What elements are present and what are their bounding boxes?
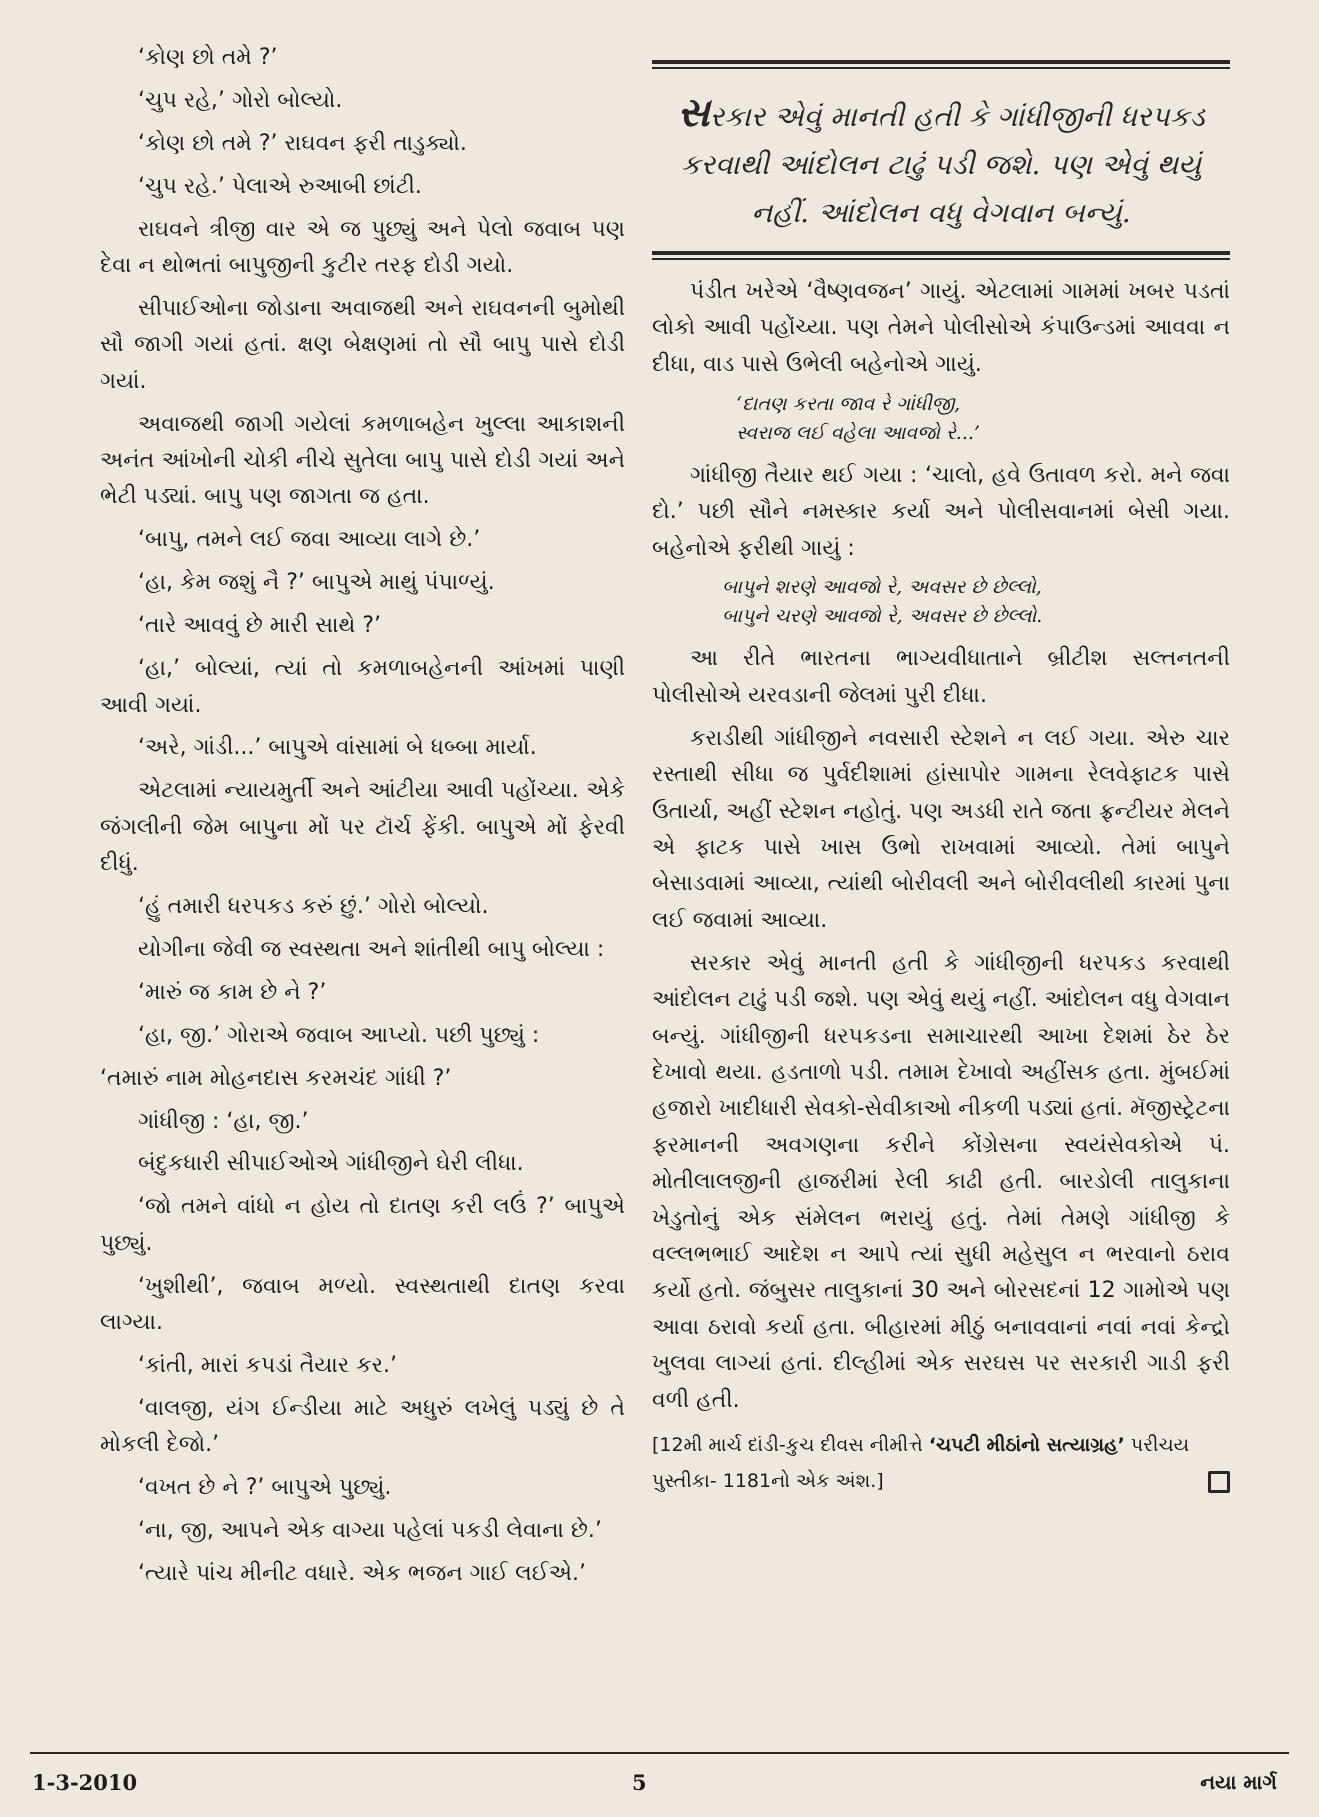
left-paragraph: ‘ના, જી, આપને એક વાગ્યા પહેલાં પકડી લેવાના છે.’: [138, 1518, 602, 1544]
pull-quote-text: [652, 69, 1230, 251]
left-paragraph: ‘ચુપ રહે,’ ગોરો બોલ્યો.: [138, 87, 343, 113]
left-paragraph: સીપાઈઓના જોડાના અવાજથી અને રાઘવનની બુમોથી સૌ જાગી ગયાં હતાં. ક્ષણ બેક્ષણમાં તો સૌ બાપુ પાસે દોડી ગયાં.: [100, 295, 625, 394]
left-paragraph: રાઘવને ત્રીજી વાર એ જ પુછ્યું અને પેલો જવાબ પણ દેવા ન થોભતાં બાપુજીની કુટીર તરફ દોડી ગયો.: [100, 216, 625, 279]
left-paragraph: ‘ત્યારે પાંચ મીનીટ વધારે. એક ભજન ગાઈ લઈએ.’: [138, 1561, 586, 1587]
left-paragraph: ‘વાલજી, યંગ ઈન્ડીયા માટે અધુરું લખેલું પડ્યું છે તે મોકલી દેજો.’: [100, 1395, 625, 1458]
left-paragraph: બંદુકધારી સીપાઈઓએ ગાંધીજીને ઘેરી લીધા.: [138, 1151, 524, 1177]
pull-quote-bottom-rule: [652, 251, 1230, 255]
footer-rule: [30, 1752, 1289, 1754]
song-verse-1-line-1: ‘દાતણ કરતા જાવ રે ગાંધીજી,: [736, 392, 961, 415]
left-paragraph: ‘હા,’ બોલ્યાં, ત્યાં તો કમળાબહેનની આંખમાં પાણી આવી ગયાં.: [100, 656, 625, 718]
source-reference-prefix: [12મી માર્ચ દાંડી-કુચ દીવસ નીમીત્તે: [652, 1433, 929, 1456]
left-paragraph: ‘હા, જી.’ ગોરાએ જવાબ આપ્યો. પછી પુછ્યું :: [138, 1022, 540, 1048]
left-paragraph: ‘કોણ છો તમે ?’ રાઘવન ફરી તાડુક્યો.: [138, 130, 467, 156]
page-number: 5: [632, 1770, 647, 1795]
left-paragraph: ‘ચુપ રહે.’ પેલાએ રુઆબી છાંટી.: [138, 173, 422, 199]
left-paragraph: ‘અરે, ગાંડી...’ બાપુએ વાંસામાં બે ધબ્બા માર્યા.: [138, 735, 537, 761]
left-paragraph: ‘મારું જ કામ છે ને ?’: [138, 979, 327, 1005]
source-reference: [652, 1427, 1230, 1499]
right-paragraph-3: આ રીતે ભારતના ભાગ્યવીધાતાને બ્રીટીશ સલ્તનતની પોલીસોએ યરવડાની જેલમાં પુરી દીધા.: [652, 646, 1230, 708]
left-paragraph: ‘વખત છે ને ?’ બાપુએ પુછ્યું.: [138, 1475, 392, 1501]
source-reference-suffix: પરીચય પુસ્તીકા- 1181નો એક અંશ.]: [652, 1433, 1190, 1492]
left-paragraph: ગાંધીજી : ‘હા, જી.’: [138, 1108, 309, 1134]
song-verse-1: [652, 390, 1230, 448]
left-paragraph: ‘તમારું નામ મોહનદાસ કરમચંદ ગાંધી ?’: [100, 1065, 452, 1091]
left-paragraph: અવાજથી જાગી ગયેલાં કમળાબહેન ખુલ્લા આકાશની અનંત આંખોની ચોકી નીચે સુતેલા બાપુ પાસે દોડી ગયાં અને ભેટી પડ્યાં. બાપુ પણ જાગતા જ હતા.: [100, 411, 625, 510]
left-paragraph: એટલામાં ન્યાયમુર્તી અને આંટીયા આવી પહોંચ્યા. એકે જંગલીની જેમ બાપુના મોં પર ટૉર્ચ ફેંકી. બાપુએ મોં ફેરવી દીધું.: [100, 778, 625, 877]
right-paragraph-4: કરાડીથી ગાંધીજીને નવસારી સ્ટેશને ન લઈ ગયા. એરુ ચાર રસ્તાથી સીધા જ પુર્વદીશામાં હાંસાપોર ગામના રેલવેફાટક પાસે ઉતાર્યા, અહીં સ્ટેશન નહોતું. પણ અડધી રાતે જતા ફ્રન્ટીયર મેલને એ ફાટક પાસે ખાસ ઉભો રાખવામાં આવ્યો. તેમાં બાપુને બેસાડવામાં આવ્યા, ત્યાંથી બોરીવલી અને બોરીવલીથી કારમાં પુના લઈ જવામાં આવ્યા.: [652, 725, 1230, 933]
right-paragraph-5: સરકાર એવું માનતી હતી કે ગાંધીજીની ધરપકડ કરવાથી આંદોલન ટાઢું પડી જશે. પણ એવું થયું નહીં. આંદોલન વધુ વેગવાન બન્યું. ગાંધીજીની ધરપકડના સમાચારથી આખા દેશમાં ઠેર ઠેર દેખાવો થયા. હડતાળો પડી. તમામ દેખાવો અહીંસક હતા. મુંબઈમાં હજારો ખાદીધારી સેવકો-સેવીકાઓ નીકળી પડ્યાં હતાં. મૅજીસ્ટ્રેટના ફરમાનની અવગણના કરીને કોંગ્રેસના સ્વયંસેવકોએ પં. મોતીલાલજીની હાજરીમાં રેલી કાઢી હતી. બારડોલી તાલુકાના ખેડુતોનું એક સંમેલન ભરાયું હતું. તેમાં તેમણે ગાંધીજી કે વલ્લભભાઈ આદેશ ન આપે ત્યાં સુધી મહેસુલ ન ભરવાનો ઠરાવ કર્યો હતો. જંબુસર તાલુકાનાં 30 અને બોરસદનાં 12 ગામોએ પણ આવા ઠરાવો કર્યા હતા. બીહારમાં મીઠું બનાવવાનાં નવાં નવાં કેન્દ્રો ખુલવા લાગ્યાં હતાં. દીલ્હીમાં એક સરઘસ પર સરકારી ગાડી ફરી વળી હતી.: [652, 950, 1230, 1413]
footer-date: 1-3-2010: [32, 1770, 138, 1795]
pull-quote-body: રકાર એવું માનતી હતી કે ગાંધીજીની ધરપકડ કરવાથી આંદોલન ટાઢું પડી જશે. પણ એવું થયું નહીં. આંદોલન વધુ વેગવાન બન્યું.: [680, 100, 1205, 229]
song-verse-2-line-2: બાપુને ચરણે આવજો રે, અવસર છે છેલ્લો.: [722, 605, 1043, 628]
left-column: [100, 40, 625, 1599]
right-paragraph-2: ગાંધીજી તૈયાર થઈ ગયા : ‘ચાલો, હવે ઉતાવળ કરો. મને જવા દો.’ પછી સૌને નમસ્કાર કર્યા અને પોલીસવાનમાં બેસી ગયા. બહેનોએ ફરીથી ગાયું :: [652, 462, 1230, 561]
left-paragraph: ‘હા, કેમ જશું નૈ ?’ બાપુએ માથું પંપાળ્યું.: [138, 570, 495, 596]
right-column: [652, 40, 1230, 1499]
end-of-article-mark: [1208, 1471, 1230, 1493]
left-paragraph: ‘તારે આવવું છે મારી સાથે ?’: [138, 613, 382, 639]
right-paragraph-1: પંડીત ખરેએ ‘વૈષ્ણવજન’ ગાયું. એટલામાં ગામમાં ખબર પડતાં લોકો આવી પહોંચ્યા. પણ તેમને પોલીસોએ કંપાઉન્ડમાં આવવા ન દીધા, વાડ પાસે ઉભેલી બહેનોએ ગાયું.: [652, 279, 1230, 377]
song-verse-2: [652, 573, 1230, 631]
left-paragraph: ‘બાપુ, તમને લઈ જવા આવ્યા લાગે છે.’: [138, 527, 481, 553]
magazine-name: નયા માર્ગ: [1200, 1770, 1277, 1794]
source-reference-title: ‘ચપટી મીઠાંનો સત્યાગ્રહ’: [928, 1433, 1125, 1456]
left-paragraph: ‘હું તમારી ધરપકડ કરું છું.’ ગોરો બોલ્યો.: [138, 894, 489, 920]
song-verse-1-line-2: સ્વરાજ લઈ વહેલા આવજો રે...’: [736, 421, 980, 444]
song-verse-2-line-1: બાપુને શરણે આવજો રે, અવસર છે છેલ્લો,: [722, 576, 1042, 599]
pull-quote-dropcap: સ: [677, 89, 710, 136]
left-paragraph: યોગીના જેવી જ સ્વસ્થતા અને શાંતીથી બાપુ બોલ્યા :: [138, 936, 605, 962]
pull-quote-top-rule: [652, 60, 1230, 64]
left-paragraph: ‘કાંતી, મારાં કપડાં તૈયાર કર.’: [138, 1353, 397, 1378]
pull-quote-bottom-rule-thin: [652, 258, 1230, 260]
left-paragraph: ‘જો તમને વાંધો ન હોય તો દાતણ કરી લઉં ?’ બાપુએ પુછ્યું.: [100, 1194, 625, 1256]
left-paragraph: ‘કોણ છો તમે ?’: [138, 45, 278, 70]
pull-quote: [652, 60, 1230, 260]
left-paragraph: ‘ખુશીથી’, જવાબ મળ્યો. સ્વસ્થતાથી દાતણ કરવા લાગ્યા.: [100, 1273, 625, 1336]
